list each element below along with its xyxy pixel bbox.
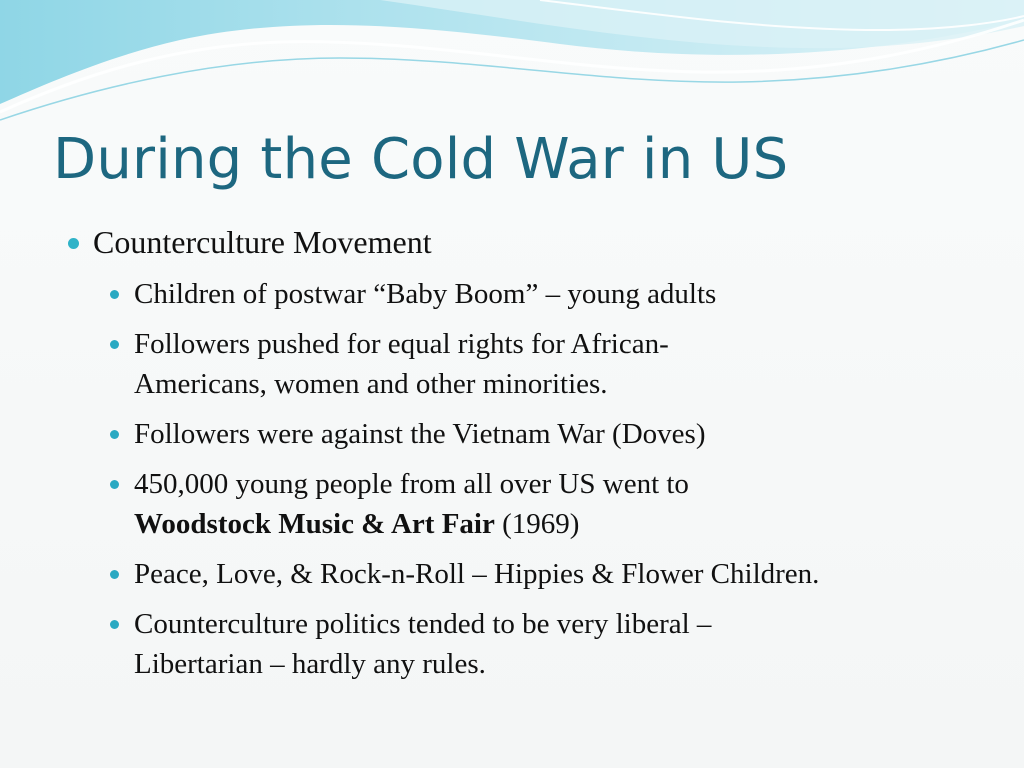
sub-bullet-text: Peace, Love, & Rock-n-Roll – Hippies & Flower Children. (134, 558, 820, 590)
sub-bullet-list (60, 274, 990, 684)
bullet-dot-icon (110, 290, 119, 299)
bullet-dot-icon (110, 620, 119, 629)
sub-bullet-text: Counterculture politics tended to be very liberal – (134, 608, 712, 640)
bullet-dot-icon (110, 480, 119, 489)
sub-bullet-text-continued: Americans, women and other minorities. (134, 368, 608, 400)
sub-bullet-text: Children of postwar “Baby Boom” – young adults (134, 278, 717, 310)
bullet-dot-icon (68, 238, 79, 249)
sub-bullet-item (60, 604, 990, 684)
bullet-content (60, 222, 990, 694)
bullet-dot-icon (110, 570, 119, 579)
bullet-counterculture-movement (60, 222, 990, 262)
bullet-dot-icon (110, 340, 119, 349)
sub-bullet-item (60, 554, 990, 594)
event-year: (1969) (494, 508, 580, 540)
sub-bullet-text: Followers were against the Vietnam War (Doves) (134, 418, 706, 450)
sub-bullet-item (60, 464, 990, 544)
sub-bullet-item (60, 414, 990, 454)
decorative-wave-banner (0, 0, 1024, 130)
sub-bullet-text: Followers pushed for equal rights for African- (134, 328, 669, 360)
sub-bullet-item (60, 274, 990, 314)
event-name-bold: Woodstock Music & Art Fair (134, 508, 495, 540)
bullet-dot-icon (110, 430, 119, 439)
sub-bullet-item (60, 324, 990, 404)
sub-bullet-text-continued: Libertarian – hardly any rules. (134, 648, 486, 680)
sub-bullet-text: 450,000 young people from all over US went to (134, 468, 689, 500)
slide-title: During the Cold War in US (53, 127, 789, 192)
bullet-text: Counterculture Movement (93, 224, 432, 260)
